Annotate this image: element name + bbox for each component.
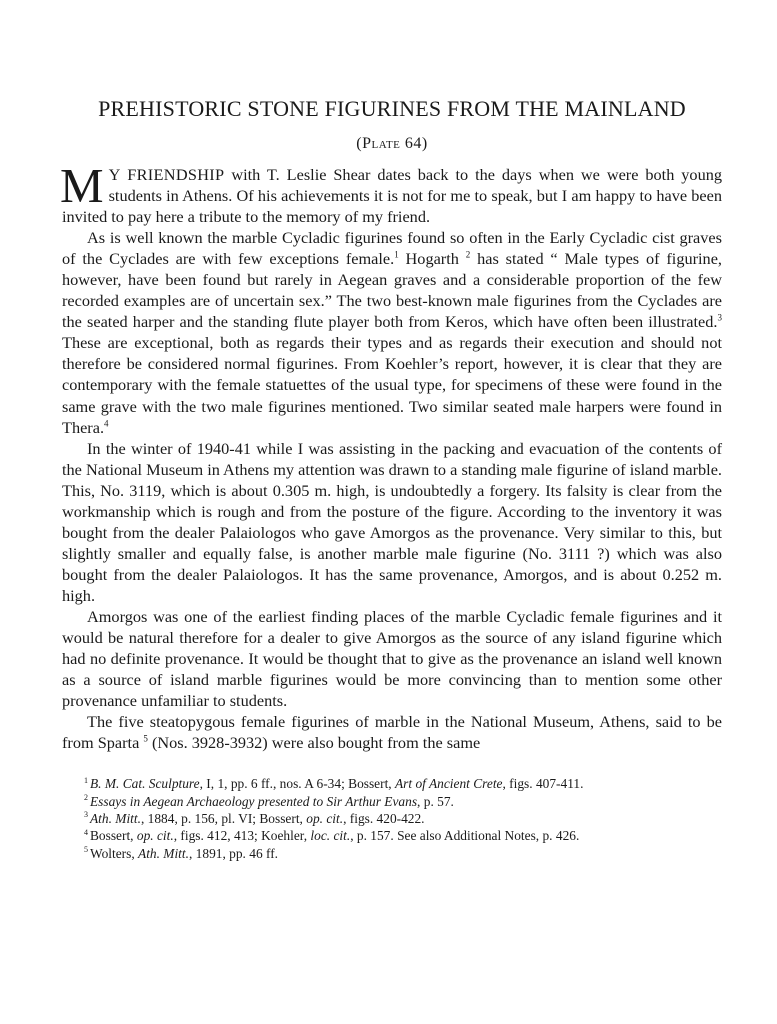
footnotes [62, 775, 722, 861]
footnote-3-text: , 1884, p. 156, pl. VI; Bossert, [140, 810, 307, 826]
footnote-5-author: Wolters, [90, 845, 139, 861]
paragraph-2-text-a: As is well known the marble Cycladic figurines found so often in the Early Cycladic cist graves of the Cyclades are with few exceptions female. [62, 228, 722, 269]
footnote-5-pages: , 1891, pp. 46 ff. [188, 845, 279, 861]
footnote-4 [84, 827, 722, 844]
paragraph-1 [60, 158, 722, 227]
footnote-4-pages: , p. 157. See also Additional Notes, p. 426. [350, 828, 580, 844]
footnote-mark: 5 [84, 845, 88, 855]
paragraph-5-text-b: (Nos. 3928-3932) were also bought from the same [147, 733, 481, 753]
footnote-3-pages: , figs. 420-422. [343, 810, 425, 826]
footnote-1 [84, 775, 722, 792]
footnote-3-journal: Ath. Mitt. [90, 810, 141, 826]
footnote-ref-3[interactable]: 3 [717, 312, 722, 323]
footnote-3-op-cit: op. cit. [306, 810, 344, 826]
footnote-4-text: , figs. 412, 413; Koehler, [173, 828, 311, 844]
footnote-2-pages: , p. 57. [417, 793, 454, 809]
footnote-mark: 4 [84, 827, 88, 837]
article-title: PREHISTORIC STONE FIGURINES FROM THE MAINLAND [98, 96, 686, 121]
footnote-4-op-cit: op. cit. [136, 828, 174, 844]
article-body [60, 158, 722, 753]
footnote-1-text: , I, 1, pp. 6 ff., nos. A 6-34; Bossert, [199, 776, 395, 792]
plate-reference: (Plate 64) [356, 135, 428, 152]
article-page [62, 94, 722, 862]
footnote-mark: 3 [84, 810, 88, 820]
paragraph-5-text-a: The five steatopygous female figurines of marble in the National Museum, Athens, said to be from Sparta [62, 712, 722, 753]
footnote-3 [84, 810, 722, 827]
drop-cap: M [60, 158, 104, 213]
paragraph-5 [62, 711, 722, 753]
footnote-5-journal: Ath. Mitt. [138, 845, 189, 861]
footnote-2-book-title: Essays in Aegean Archaeology presented to Sir Arthur Evans [90, 793, 418, 809]
paragraph-2-text-b: Hogarth [398, 249, 466, 269]
footnote-1-citation: B. M. Cat. Sculpture [90, 776, 200, 792]
paragraph-4: Amorgos was one of the earliest finding places of the marble Cycladic female figurines and it would be natural therefore for a dealer to give Amorgos as the source of any island figurine which had no definite provenance. It would be thought that to give as the provenance an island well known as a source of island marble figurines would be more convincing than to mention some other provenance unfamiliar to students. [62, 606, 722, 711]
footnote-mark: 1 [84, 775, 88, 785]
footnote-1-book-title: Art of Ancient Crete [395, 776, 503, 792]
footnote-ref-2[interactable]: 2 [465, 249, 471, 260]
footnote-4-author: Bossert, [90, 828, 137, 844]
opening-words: Y FRIENDSHIP [108, 165, 225, 184]
footnote-4-loc-cit: loc. cit. [310, 828, 351, 844]
footnote-ref-4[interactable]: 4 [104, 418, 109, 429]
paragraph-2 [62, 227, 722, 437]
footnote-2 [84, 793, 722, 810]
footnote-ref-1[interactable]: 1 [394, 249, 399, 260]
footnote-ref-5[interactable]: 5 [143, 733, 148, 744]
footnote-5 [84, 845, 722, 862]
footnote-1-pages: , figs. 407-411. [502, 776, 584, 792]
paragraph-1-text: with T. Leslie Shear dates back to the days when we were both young students in Athens. Of his achievements it is not for me to speak, but I am happy to have been invited to pay here a tribute to the memory of my friend. [62, 165, 722, 227]
paragraph-2-text-c: has stated “ Male types of figurine, however, have been found but rarely in Aegean graves and a considerable proportion of the few recorded examples are of uncertain sex.” The two best-known male figurines from the Cyclades are the seated harper and the standing flute player both from Keros, which have often been illustrated. [62, 249, 722, 332]
paragraph-3: In the winter of 1940-41 while I was assisting in the packing and evacuation of the contents of the National Museum in Athens my attention was drawn to a standing male figurine of island marble. This, No. 3119, which is about 0.305 m. high, is undoubtedly a forgery. Its falsity is clear from the workmanship which is rough and from the posture of the figure. According to the inventory it was bought from the dealer Palaiologos who gave Amorgos as the provenance. Very similar to this, but slightly smaller and equally false, is another marble male figurine (No. 3111 ?) which was also bought from the dealer Palaiologos. It has the same provenance, Amorgos, and is about 0.252 m. high. [62, 438, 722, 605]
footnote-mark: 2 [84, 793, 88, 803]
paragraph-2-text-d: These are exceptional, both as regards their types and as regards their execution and should not therefore be considered normal figurines. From Koehler’s report, however, it is clear that they are contemporary with the female statuettes of the usual type, for specimens of these were found in the same grave with the two male figurines mentioned. Two similar seated male harpers were found in Thera. [62, 333, 722, 437]
